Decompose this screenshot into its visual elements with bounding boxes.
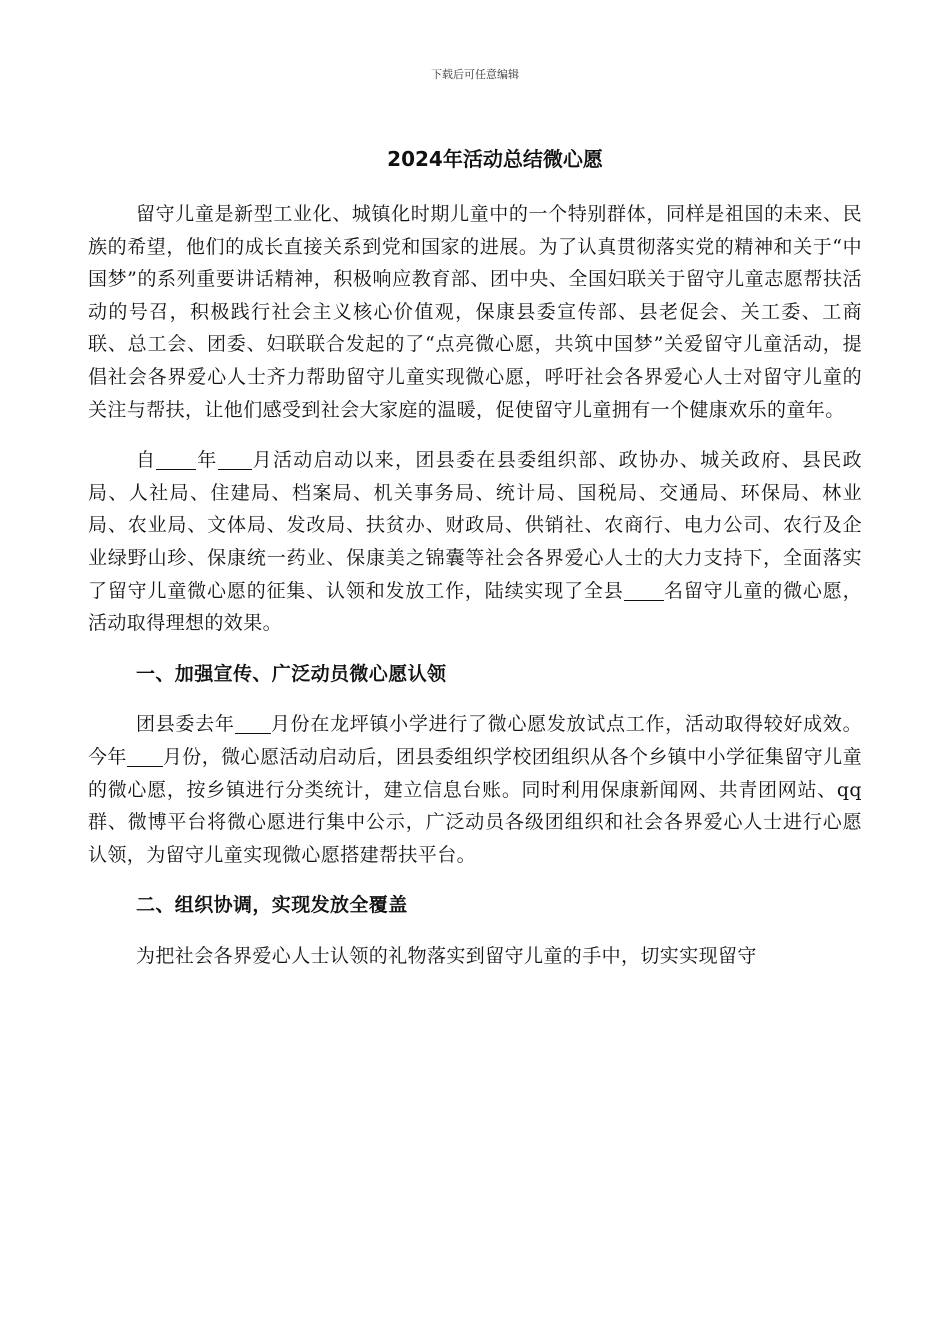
section-heading-2: 二、组织协调，实现发放全覆盖	[136, 894, 408, 917]
paragraph-spacer	[88, 640, 862, 658]
publicity-paragraph	[88, 708, 862, 871]
document-title: 2024年活动总结微心愿	[387, 147, 603, 171]
section-heading-1: 一、加强宣传、广泛动员微心愿认领	[136, 662, 447, 685]
text-segment: 月份在龙坪镇小学进行了微心愿发放试点工作，活动取得较好成效。今年	[88, 713, 862, 768]
fill-blank-month	[218, 449, 252, 470]
fill-blank-month	[235, 713, 271, 734]
text-segment: 月活动启动以来，团县委在县委组织部、政协办、城关政府、县民政局、人社局、住建局、档案局、机关事务局、统计局、国税局、交通局、环保局、林业局、农业局、文体局、发改局、扶贫办、财政局、供销社、农商行、电力公司、农行及企业绿野山珍、保康统一药业、保康美之锦囊等社会各界爱心人士的大力支持下，全面落实了留守儿童微心愿的征集、认领和发放工作，陆续实现了全县	[88, 449, 862, 602]
fill-blank-month	[127, 746, 163, 767]
intro-paragraph: 留守儿童是新型工业化、城镇化时期儿童中的一个特别群体，同样是祖国的未来、民族的希望，他们的成长直接关系到党和国家的进展。为了认真贯彻落实党的精神和关于“中国梦”的系列重要讲话精神，积极响应教育部、团中央、全国妇联关于留守儿童志愿帮扶活动的号召，积极践行社会主义核心价值观，保康县委宣传部、县老促会、关工委、工商联、总工会、团委、妇联联合发起的了“点亮微心愿，共筑中国梦”关爱留守儿童活动，提倡社会各界爱心人士齐力帮助留守儿童实现微心愿，呼吁社会各界爱心人士对留守儿童的关注与帮扶，让他们感受到社会大家庭的温暖，促使留守儿童拥有一个健康欢乐的童年。	[88, 203, 862, 421]
fill-blank-year	[156, 449, 196, 470]
paragraph-spacer	[88, 426, 862, 444]
document-body	[88, 198, 862, 972]
activity-paragraph	[88, 444, 862, 640]
text-segment: 月份，微心愿活动启动后，团县委组织学校团组织从各个乡镇中小学征集留守儿童的微心愿，按乡镇进行分类统计，建立信息台账。同时利用保康新闻网、共青团网站、qq群、微博平台将微心愿进行集中公示，广泛动员各级团组织和社会各界爱心人士进行心愿认领，为留守儿童实现微心愿搭建帮扶平台。	[88, 745, 862, 866]
paragraph-spacer	[88, 690, 862, 708]
paragraph-spacer	[88, 871, 862, 889]
text-segment: 自	[136, 449, 157, 472]
text-segment: 名留守儿童的微心愿，活动取得理想的效果。	[88, 579, 862, 635]
text-segment: 年	[196, 449, 218, 472]
paragraph-spacer	[88, 922, 862, 940]
distribution-paragraph: 为把社会各界爱心人士认领的礼物落实到留守儿童的手中，切实实现留守	[136, 944, 757, 967]
page-header-note: 下载后可任意编辑	[431, 68, 519, 81]
text-segment: 团县委去年	[136, 713, 235, 736]
fill-blank-count	[624, 580, 664, 601]
